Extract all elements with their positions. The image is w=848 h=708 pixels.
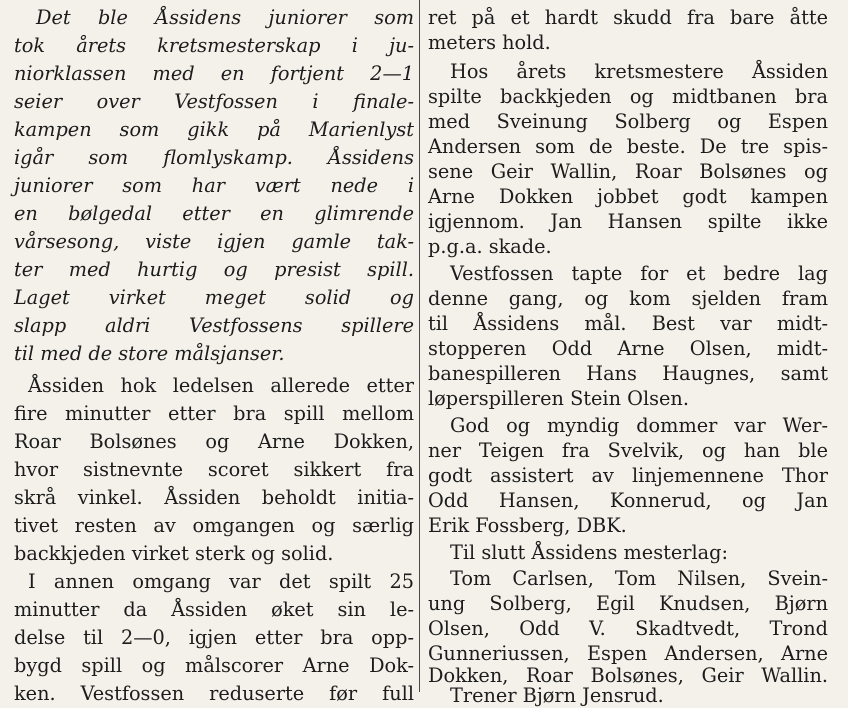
body-line: ken. Vestfossen reduserte før full xyxy=(14,682,414,705)
body-line: fire minutter etter bra spill mellom xyxy=(14,402,414,425)
ingress-line: en bølgedal etter en glimrende xyxy=(14,202,414,225)
ingress-line: vårsesong, viste igjen gamle tak- xyxy=(14,230,414,253)
body-line: løperspilleren Stein Olsen. xyxy=(428,387,689,410)
body-line: ung Solberg, Egil Knudsen, Bjørn xyxy=(428,592,828,615)
ingress-line: igår som flomlyskamp. Åssidens xyxy=(14,146,414,169)
body-line: til Åssidens mål. Best var midt- xyxy=(428,312,828,335)
body-line: bygd spill og målscorer Arne Dok- xyxy=(14,654,414,677)
ingress-line: niorklassen med en fortjent 2—1 xyxy=(14,62,414,85)
body-line: skrå vinkel. Åssiden beholdt initia- xyxy=(14,486,414,509)
ingress-line: slapp aldri Vestfossens spillere xyxy=(14,314,414,337)
body-line: Andersen som de beste. De tre spis- xyxy=(428,135,828,158)
body-line: God og myndig dommer var Wer- xyxy=(450,414,828,437)
body-line: I annen omgang var det spilt 25 xyxy=(28,570,414,593)
ingress-line: til med de store målsjanser. xyxy=(14,342,285,365)
body-line: Vestfossen tapte for et bedre lag xyxy=(450,262,828,285)
body-line: Roar Bolsønes og Arne Dokken, xyxy=(14,430,414,453)
body-line: sene Geir Wallin, Roar Bolsønes og xyxy=(428,160,828,183)
body-line: hvor sistnevnte scoret sikkert fra xyxy=(14,458,414,481)
ingress-line: Det ble Åssidens juniorer som xyxy=(36,6,414,29)
body-line: backkjeden virket sterk og solid. xyxy=(14,542,334,565)
body-line: med Sveinung Solberg og Espen xyxy=(428,110,828,133)
ingress-line: ter med hurtig og presist spill. xyxy=(14,258,414,281)
body-line: delse til 2—0, igjen etter bra opp- xyxy=(14,626,414,649)
body-line: Odd Hansen, Konnerud, og Jan xyxy=(428,489,828,512)
body-line: Gunneriussen, Espen Andersen, Arne xyxy=(428,642,828,665)
ingress-line: kampen som gikk på Marienlyst xyxy=(14,118,414,141)
ingress-line: Laget virket meget solid og xyxy=(14,286,414,309)
body-line: denne gang, og kom sjelden fram xyxy=(428,287,828,310)
body-line: Olsen, Odd V. Skadtvedt, Trond xyxy=(428,617,828,640)
body-line: Erik Fossberg, DBK. xyxy=(428,514,627,537)
column-rule xyxy=(419,0,420,692)
body-line: p.g.a. skade. xyxy=(428,235,552,258)
body-line: Åssiden hok ledelsen allerede etter xyxy=(28,374,414,397)
body-line: spilte backkjeden og midtbanen bra xyxy=(428,85,828,108)
body-line: minutter da Åssiden øket sin le- xyxy=(14,598,414,621)
body-line: Trener Bjørn Jensrud. xyxy=(450,684,664,707)
ingress-line: tok årets kretsmesterskap i ju- xyxy=(14,34,414,57)
body-line: igjennom. Jan Hansen spilte ikke xyxy=(428,210,828,233)
body-line: meters hold. xyxy=(428,31,551,54)
body-line: Tom Carlsen, Tom Nilsen, Svein- xyxy=(450,567,828,590)
ingress-line: seier over Vestfossen i finale- xyxy=(14,90,414,113)
body-line: banespilleren Hans Haugnes, samt xyxy=(428,362,828,385)
body-line: Hos årets kretsmestere Åssiden xyxy=(450,60,828,83)
body-line: ner Teigen fra Svelvik, og han ble xyxy=(428,439,828,462)
body-line: tivet resten av omgangen og særlig xyxy=(14,514,414,537)
body-line: Arne Dokken jobbet godt kampen xyxy=(428,185,828,208)
body-line: Til slutt Åssidens mesterlag: xyxy=(450,541,728,564)
body-line: ret på et hardt skudd fra bare åtte xyxy=(428,6,828,29)
body-line: godt assistert av linjemennene Thor xyxy=(428,464,828,487)
body-line: Dokken, Roar Bolsønes, Geir Wallin. xyxy=(428,664,828,687)
body-line: stopperen Odd Arne Olsen, midt- xyxy=(428,337,828,360)
ingress-line: juniorer som har vært nede i xyxy=(14,174,414,197)
